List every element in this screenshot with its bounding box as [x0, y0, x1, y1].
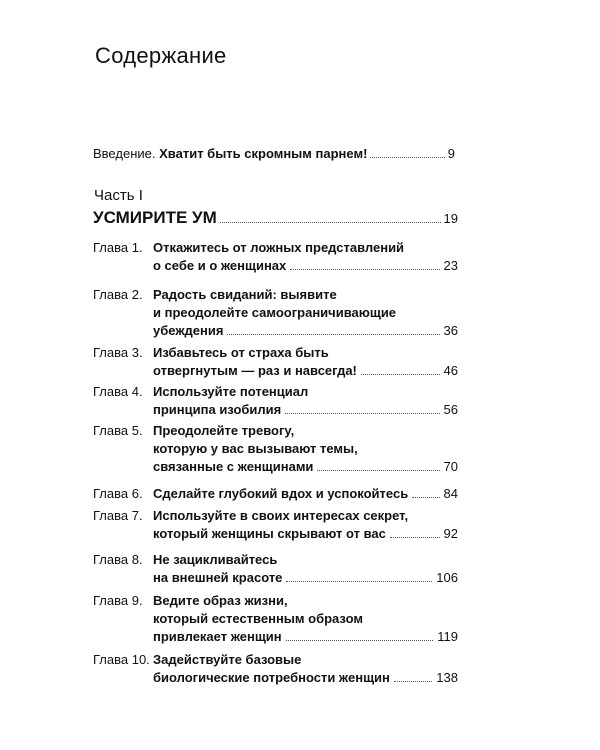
chapter-line — [93, 593, 458, 611]
chapter-title-text: убеждения — [153, 323, 224, 338]
chapter-line — [93, 459, 458, 477]
chapter-line — [93, 570, 458, 588]
dot-leader — [412, 487, 439, 498]
intro-title: Хватит быть скромным парнем! — [159, 146, 368, 161]
chapter-line — [93, 526, 458, 544]
toc-entry-chapter-10[interactable] — [93, 652, 458, 688]
part-label: Часть I — [94, 187, 143, 204]
dot-leader — [361, 364, 440, 375]
chapter-page: 56 — [443, 402, 458, 417]
chapter-line — [93, 423, 458, 441]
chapter-label: Глава 9. — [93, 593, 143, 608]
chapter-page: 46 — [443, 363, 458, 378]
toc-entry-chapter-4[interactable] — [93, 384, 458, 420]
dot-leader — [285, 403, 439, 414]
chapter-line — [93, 258, 458, 276]
chapter-line — [93, 611, 458, 629]
chapter-page: 36 — [443, 323, 458, 338]
chapter-title-text: Используйте потенциал — [153, 384, 309, 399]
chapter-label: Глава 7. — [93, 508, 143, 523]
part-page: 19 — [443, 211, 458, 226]
chapter-title-text: привлекает женщин — [153, 629, 282, 644]
chapter-title-text: Ведите образ жизни, — [153, 593, 288, 608]
chapter-label: Глава 1. — [93, 240, 143, 255]
dot-leader — [370, 147, 444, 158]
part-title: УСМИРИТЕ УМ — [93, 208, 217, 227]
chapter-title-text: Сделайте глубокий вдох и успокойтесь — [153, 486, 409, 501]
intro-page: 9 — [447, 146, 455, 161]
chapter-line — [93, 345, 458, 363]
dot-leader — [220, 212, 441, 223]
dot-leader — [290, 259, 439, 270]
chapter-title-text: Радость свиданий: выявите — [153, 287, 337, 302]
chapter-label: Глава 3. — [93, 345, 143, 360]
chapter-page: 23 — [443, 258, 458, 273]
dot-leader — [317, 460, 439, 471]
chapter-title-text: Откажитесь от ложных представлений — [153, 240, 405, 255]
toc-entry-part-1[interactable] — [93, 208, 458, 230]
chapter-title-text: Преодолейте тревогу, — [153, 423, 295, 438]
chapter-line — [93, 402, 458, 420]
chapter-page: 138 — [436, 670, 458, 685]
chapter-label: Глава 5. — [93, 423, 143, 438]
chapter-title-text: и преодолейте самоограничивающие — [153, 305, 397, 320]
dot-leader — [286, 571, 432, 582]
toc-entry-chapter-9[interactable] — [93, 593, 458, 647]
chapter-label: Глава 10. — [93, 652, 150, 667]
chapter-title-text: на внешней красоте — [153, 570, 283, 585]
chapter-title-text: Избавьтесь от страха быть — [153, 345, 329, 360]
chapter-title-text: который женщины скрывают от вас — [153, 526, 386, 541]
chapter-line — [93, 305, 458, 323]
chapter-label: Глава 4. — [93, 384, 143, 399]
chapter-line — [93, 384, 458, 402]
page-title: Содержание — [95, 43, 227, 68]
chapter-title-text: отвергнутым — раз и навсегда! — [153, 363, 357, 378]
chapter-title-text: биологические потребности женщин — [153, 670, 390, 685]
chapter-title-text: Не зацикливайтесь — [153, 552, 278, 567]
chapter-line — [93, 363, 458, 381]
chapter-page: 92 — [443, 526, 458, 541]
chapter-label: Глава 2. — [93, 287, 143, 302]
chapter-line — [93, 486, 458, 504]
toc-entry-chapter-8[interactable] — [93, 552, 458, 588]
chapter-title-text: о себе и о женщинах — [153, 258, 287, 273]
chapter-title-text: связанные с женщинами — [153, 459, 314, 474]
toc-entry-chapter-5[interactable] — [93, 423, 458, 477]
chapter-page: 84 — [443, 486, 458, 501]
chapter-line — [93, 240, 458, 258]
chapter-line — [93, 508, 458, 526]
chapter-line — [93, 287, 458, 305]
dot-leader — [286, 630, 434, 641]
toc-entry-chapter-1[interactable] — [93, 240, 458, 276]
toc-entry-chapter-7[interactable] — [93, 508, 458, 544]
chapter-line — [93, 629, 458, 647]
chapter-title-text: принципа изобилия — [153, 402, 282, 417]
chapter-line — [93, 670, 458, 688]
dot-leader — [227, 324, 439, 335]
dot-leader — [390, 527, 440, 538]
chapter-page: 70 — [443, 459, 458, 474]
chapter-line — [93, 552, 458, 570]
toc-entry-chapter-3[interactable] — [93, 345, 458, 381]
chapter-title-text: который естественным образом — [153, 611, 363, 626]
chapter-page: 106 — [436, 570, 458, 585]
chapter-label: Глава 6. — [93, 486, 143, 501]
intro-prefix: Введение. — [93, 146, 156, 161]
chapter-line — [93, 323, 458, 341]
chapter-label: Глава 8. — [93, 552, 143, 567]
toc-entry-chapter-6[interactable] — [93, 486, 458, 504]
chapter-title-text: Используйте в своих интересах секрет, — [153, 508, 409, 523]
chapter-line — [93, 441, 458, 459]
chapter-title-text: Задействуйте базовые — [153, 652, 302, 667]
dot-leader — [394, 671, 432, 682]
chapter-page: 119 — [437, 629, 458, 644]
toc-entry-intro[interactable] — [93, 146, 455, 164]
toc-entry-chapter-2[interactable] — [93, 287, 458, 341]
chapter-line — [93, 652, 458, 670]
chapter-title-text: которую у вас вызывают темы, — [153, 441, 358, 456]
